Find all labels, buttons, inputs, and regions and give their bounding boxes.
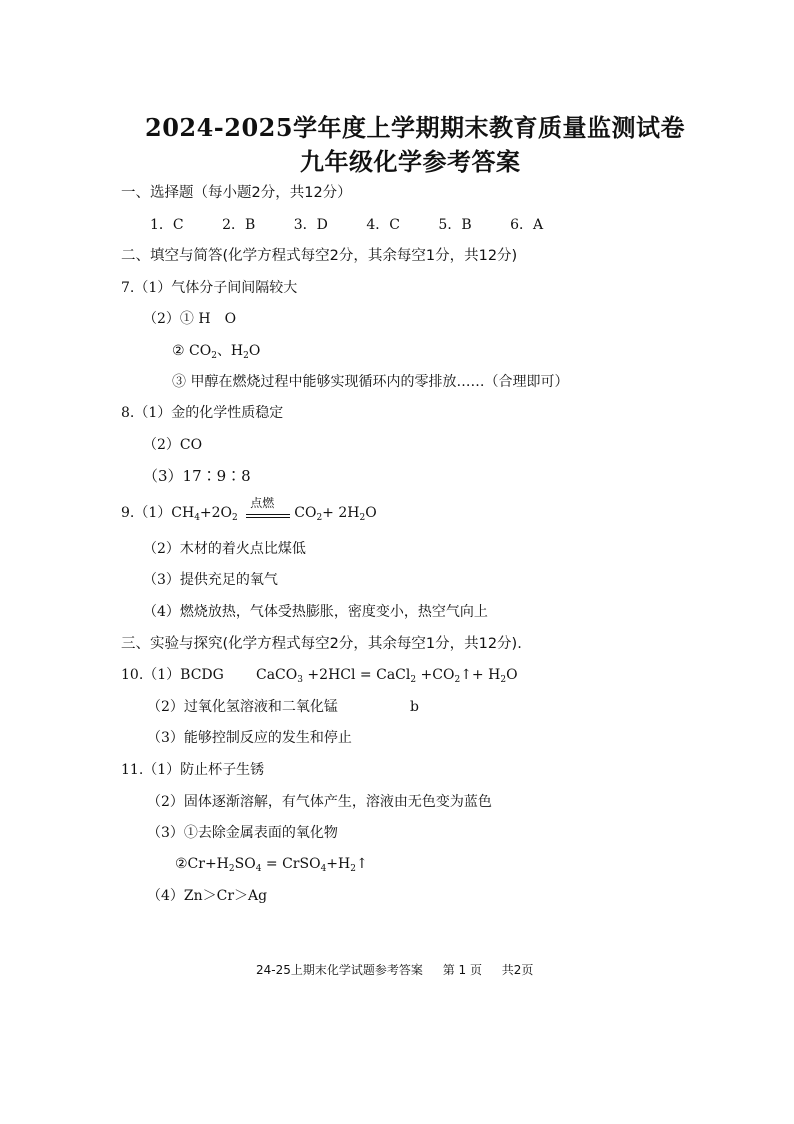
q11-equation: $②Cr+H_2SO_4$ = $CrSO_4+H_2↑$ [175, 856, 368, 874]
q9-part1-equation: $9.(1)CH_4+2O_2$ 点燃 $CO_2+ 2H_2O$ [121, 496, 377, 523]
q9-part4: （4）燃烧放热，气体受热膨胀，密度变小，热空气向上 [143, 604, 488, 620]
mc-answers [150, 218, 577, 232]
q7-part2-b: ② $CO_2$、$H_2O$ [172, 343, 261, 361]
q10-equation: CaCO$_3$ +2HCl = CaCl$_2$ $+CO_2↑+ H_2O$ [256, 667, 518, 685]
answer-4: 4．C [366, 217, 400, 233]
answer-6: 6．A [510, 217, 544, 233]
answer-1: 1．C [150, 217, 184, 233]
title-line-2: 九年级化学参考答案 [300, 147, 521, 176]
q7-part2-c: ③ 甲醇在燃烧过程中能够实现循环内的零排放……（合理即可） [172, 374, 569, 390]
footer-doc-name: 24-25上期末化学试题参考答案 [256, 963, 423, 977]
answer-5: 5．B [438, 217, 472, 233]
footer-total-pages: 共2页 [501, 963, 534, 977]
title-line-1: 2024-2025学年度上学期期末教育质量监测试卷 [145, 113, 686, 142]
q7-part2: （2）① H O [143, 311, 237, 327]
q11-part3: （3）①去除金属表面的氧化物 [147, 825, 338, 841]
q9-part3: （3）提供充足的氧气 [143, 572, 278, 588]
q10-part3: （3）能够控制反应的发生和停止 [147, 730, 352, 746]
q10-part2-b: b [410, 699, 419, 715]
reaction-condition-mark: 点燃 [246, 506, 290, 520]
section-2-header: 二、填空与简答(化学方程式每空2分，其余每空1分，共12分) [121, 248, 518, 264]
q11-part4: （4）Zn＞Cr＞Ag [147, 888, 268, 904]
q7-part1: 7.（1）气体分子间间隔较大 [121, 280, 298, 296]
q9-part2: （2）木材的着火点比煤低 [143, 541, 306, 557]
answer-3: 3．D [293, 217, 328, 233]
answer-2: 2．B [222, 217, 256, 233]
q8-part2: （2）CO [143, 437, 203, 453]
q8-part3: （3）17∶9∶8 [143, 467, 251, 485]
q11-part2: （2）固体逐渐溶解，有气体产生，溶液由无色变为蓝色 [147, 794, 492, 810]
q8-part1: 8.（1）金的化学性质稳定 [121, 405, 284, 421]
q10-part2: （2）过氧化氢溶液和二氧化锰 [147, 699, 338, 715]
q10-part1: 10.（1）BCDG [121, 667, 224, 683]
footer-page-number: 第 1 页 [442, 963, 482, 977]
section-1-header: 一、选择题（每小题2分，共12分） [121, 185, 352, 201]
page-footer [256, 964, 549, 976]
section-3-header: 三、实验与探究(化学方程式每空2分，其余每空1分，共12分). [121, 636, 522, 652]
q11-part1: 11.（1）防止杯子生锈 [121, 762, 265, 778]
